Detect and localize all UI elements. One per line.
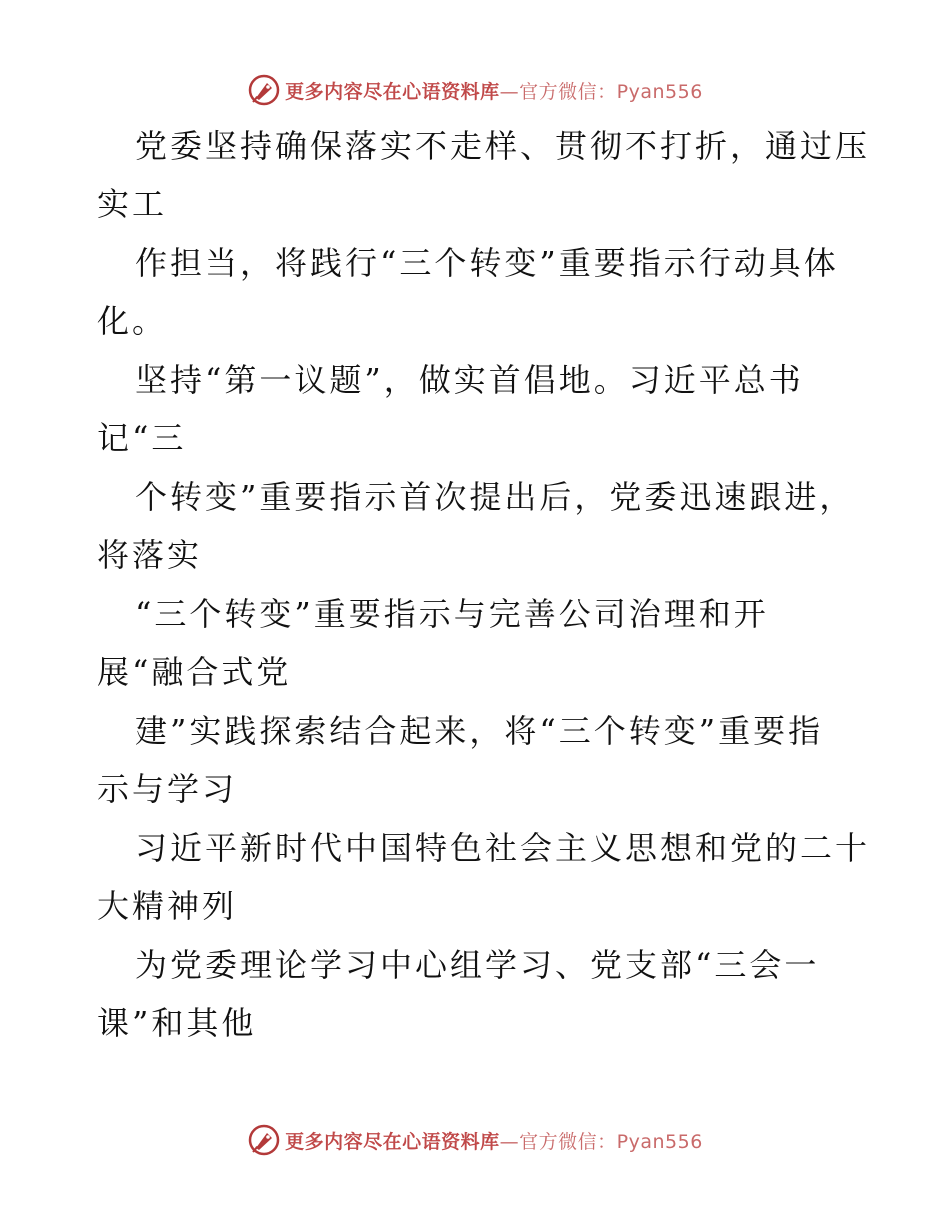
banner-text xyxy=(285,1127,703,1154)
banner-contact: 官方微信：Pyan556 xyxy=(519,1130,703,1153)
body-line: 个转变”重要指示首次提出后，党委迅速跟进， xyxy=(135,478,855,516)
banner-brand: 更多内容尽在心语资料库 xyxy=(285,1130,500,1153)
body-line: 实工 xyxy=(97,185,168,223)
header-banner xyxy=(0,70,950,110)
footer-banner xyxy=(0,1120,950,1160)
body-line: 化。 xyxy=(97,302,168,340)
body-line: 作担当，将践行“三个转变”重要指示行动具体 xyxy=(135,244,839,282)
banner-separator: — xyxy=(499,80,520,103)
body-line: 示与学习 xyxy=(97,770,238,808)
body-line: 展“融合式党 xyxy=(97,653,292,691)
body-line: 为党委理论学习中心组学习、党支部“三会一 xyxy=(135,946,820,984)
pen-nib-logo-icon xyxy=(247,73,281,107)
body-line: 课”和其他 xyxy=(97,1004,257,1042)
body-line: 坚持“第一议题”，做实首倡地。习近平总书 xyxy=(135,361,804,399)
body-line: 建”实践探索结合起来，将“三个转变”重要指 xyxy=(135,712,824,750)
banner-separator: — xyxy=(499,1130,520,1153)
banner-contact: 官方微信：Pyan556 xyxy=(519,80,703,103)
banner-text xyxy=(285,77,703,104)
body-line: 习近平新时代中国特色社会主义思想和党的二十 xyxy=(135,829,871,867)
pen-nib-logo-icon xyxy=(247,1123,281,1157)
body-line: 记“三 xyxy=(97,419,187,457)
body-line: 大精神列 xyxy=(97,887,238,925)
body-line: 党委坚持确保落实不走样、贯彻不打折，通过压 xyxy=(135,127,871,165)
body-line: 将落实 xyxy=(97,536,203,574)
banner-brand: 更多内容尽在心语资料库 xyxy=(285,80,500,103)
body-line: “三个转变”重要指示与完善公司治理和开 xyxy=(135,595,769,633)
